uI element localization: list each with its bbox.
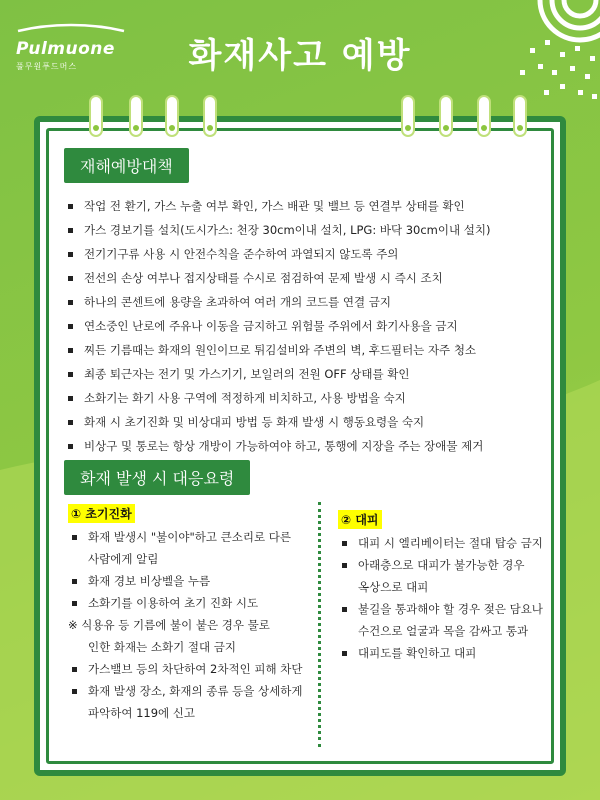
- list-item: 대피 시 엘리베이터는 절대 탑승 금지: [338, 532, 558, 554]
- list-item: 연소중인 난로에 주유나 이동을 금지하고 위험물 주위에서 화기사용을 금지: [62, 314, 542, 338]
- list-item: 소화기를 이용하여 초기 진화 시도: [68, 592, 318, 614]
- list-item: 화재 발생 장소, 화재의 종류 등을 상세하게: [68, 680, 318, 702]
- list-item: 파악하여 119에 신고: [88, 706, 196, 720]
- list-item: 화재 시 초기진화 및 비상대피 방법 등 화재 발생 시 행동요령을 숙지: [62, 410, 542, 434]
- heading-initial-suppression: ① 초기진화: [68, 504, 135, 523]
- binder-rings: [34, 94, 566, 140]
- note-item: ※ 식용유 등 기름에 불이 붙은 경우 물로: [68, 618, 270, 632]
- list-item: 아래층으로 대피가 불가능한 경우: [338, 554, 558, 576]
- list-item: 가스밸브 등의 차단하여 2차적인 피해 차단: [68, 658, 318, 680]
- list-item: 불길을 통과해야 할 경우 젖은 담요나: [338, 598, 558, 620]
- list-item: 수건으로 얼굴과 목을 감싸고 통과: [358, 624, 529, 638]
- list-item: 찌든 기름때는 화재의 원인이므로 튀김설비와 주변의 벽, 후드필터는 자주 청소: [62, 338, 542, 362]
- list-item: 옥상으로 대피: [358, 580, 429, 594]
- list-item: 소화기는 화기 사용 구역에 적정하게 비치하고, 사용 방법을 숙지: [62, 386, 542, 410]
- list-item: 대피도를 확인하고 대피: [338, 642, 558, 664]
- list-item: 최종 퇴근자는 전기 및 가스기기, 보일러의 전원 OFF 상태를 확인: [62, 362, 542, 386]
- section-title-prevention: 재해예방대책: [64, 148, 189, 183]
- evacuation-list: [338, 532, 558, 664]
- list-item: 작업 전 환기, 가스 누출 여부 확인, 가스 배관 및 밸브 등 연결부 상태를 확인: [62, 194, 542, 218]
- prevention-list: [62, 194, 542, 458]
- list-item: 화재 발생시 "불이야"하고 큰소리로 다른: [68, 526, 318, 548]
- list-item: 전기기구류 사용 시 안전수칙을 준수하여 과열되지 않도록 주의: [62, 242, 542, 266]
- brand-name: Pulmuone: [16, 39, 115, 59]
- list-item: 전선의 손상 여부나 접지상태를 수시로 점검하여 문제 발생 시 즉시 조치: [62, 266, 542, 290]
- list-item: 비상구 및 통로는 항상 개방이 가능하여야 하고, 통행에 지장을 주는 장애물 제거: [62, 434, 542, 458]
- list-item: 인한 화재는 소화기 절대 금지: [88, 640, 236, 654]
- heading-evacuation: ② 대피: [338, 510, 382, 529]
- list-item: 사람에게 알림: [88, 552, 159, 566]
- list-item: 화재 경보 비상벨을 누름: [68, 570, 318, 592]
- list-item: 가스 경보기를 설치(도시가스: 천장 30cm이내 설치, LPG: 바닥 30cm이내 설치): [62, 218, 542, 242]
- initial-suppression-list: [68, 526, 318, 724]
- column-divider: [318, 502, 321, 747]
- list-item: 하나의 콘센트에 용량을 초과하여 여러 개의 코드를 연결 금지: [62, 290, 542, 314]
- brand-sub: 풀무원푸드머스: [16, 62, 78, 71]
- section-title-response: 화재 발생 시 대응요령: [64, 460, 250, 495]
- page-title: 화재사고 예방: [188, 36, 412, 76]
